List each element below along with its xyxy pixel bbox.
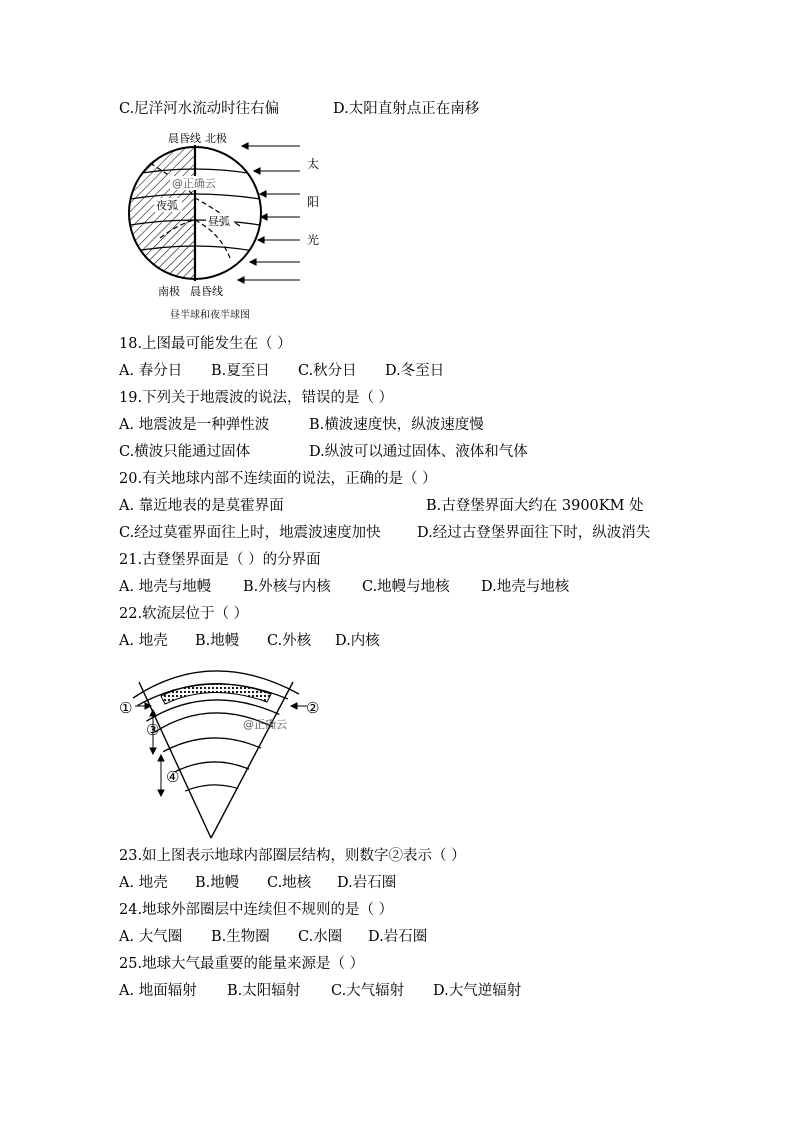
q18-option-b: B.夏至日 <box>211 363 270 379</box>
q22-options <box>119 631 719 651</box>
q23-options <box>119 873 719 893</box>
q25-option-d: D.大气逆辐射 <box>433 983 522 999</box>
q22-option-c: C.外核 <box>267 633 312 649</box>
q19-option-a: A. 地震波是一种弹性波 <box>119 417 270 433</box>
q21-option-b: B.外核与内核 <box>243 579 331 595</box>
q21-option-d: D.地壳与地核 <box>481 579 570 595</box>
q19-stem: 19.下列关于地震波的说法，错误的是（ ） <box>119 390 394 406</box>
q20-options-row2 <box>119 523 719 543</box>
q24-options <box>119 927 719 947</box>
label-north-pole: 北极 <box>205 132 227 145</box>
q19-option-c: C.横波只能通过固体 <box>119 444 251 460</box>
label-top-terminator: 晨昏线 <box>168 132 201 145</box>
q18-option-d: D.冬至日 <box>385 363 445 379</box>
day-night-hemisphere-figure <box>120 128 330 324</box>
q24-option-b: B.生物圈 <box>211 929 270 945</box>
q22-option-b: B.地幔 <box>195 633 240 649</box>
q20-options-row1 <box>119 496 719 516</box>
q18-option-a: A. 春分日 <box>119 363 183 379</box>
q21-options <box>119 577 719 597</box>
q25-option-b: B.太阳辐射 <box>227 983 301 999</box>
q20-option-b: B.古登堡界面大约在 3900KM 处 <box>426 498 644 514</box>
q21-option-a: A. 地壳与地幔 <box>119 579 212 595</box>
q25-option-c: C.大气辐射 <box>331 983 405 999</box>
q25-stem: 25.地球大气最重要的能量来源是（ ） <box>119 956 365 972</box>
q19-options-row1 <box>119 415 719 435</box>
q20-option-d: D.经过古登堡界面往下时，纵波消失 <box>417 525 651 541</box>
q23-option-a: A. 地壳 <box>119 875 168 891</box>
watermark-2: @正确云 <box>243 718 287 731</box>
q24-option-a: A. 大气圈 <box>119 929 183 945</box>
figure1-caption: 昼半球和夜半球图 <box>170 310 250 321</box>
q17-option-c: C.尼洋河水流动时往右偏 <box>119 101 280 117</box>
label-day-arc: 昼弧 <box>208 215 230 228</box>
q20-option-a: A. 靠近地表的是莫霍界面 <box>119 498 284 514</box>
label-bottom-terminator: 晨昏线 <box>190 285 223 298</box>
q23-option-d: D.岩石圈 <box>337 875 397 891</box>
label-1: ① <box>119 699 133 717</box>
label-south-pole: 南极 <box>158 285 180 298</box>
q22-stem: 22.软流层位于（ ） <box>119 606 249 622</box>
label-night-arc: 夜弧 <box>156 199 178 212</box>
q25-option-a: A. 地面辐射 <box>119 983 197 999</box>
q18-stem: 18.上图最可能发生在（ ） <box>119 336 292 352</box>
watermark-1: @正确云 <box>172 177 216 190</box>
sun-char-3: 光 <box>307 233 320 247</box>
q21-stem: 21.古登堡界面是（ ）的分界面 <box>119 552 321 568</box>
q20-stem: 20.有关地球内部不连续面的说法，正确的是（ ） <box>119 471 437 487</box>
q24-option-d: D.岩石圈 <box>368 929 428 945</box>
q17-options <box>119 99 719 119</box>
q19-options-row2 <box>119 442 719 462</box>
q18-option-c: C.秋分日 <box>298 363 357 379</box>
q23-stem: 23.如上图表示地球内部圈层结构，则数字②表示（ ） <box>119 848 466 864</box>
q17-option-d: D.太阳直射点正在南移 <box>333 101 480 117</box>
q18-options <box>119 361 719 381</box>
earth-interior-figure <box>115 658 330 840</box>
q20-option-c: C.经过莫霍界面往上时，地震波速度加快 <box>119 525 381 541</box>
q24-stem: 24.地球外部圈层中连续但不规则的是（ ） <box>119 902 394 918</box>
q19-option-d: D.纵波可以通过固体、液体和气体 <box>309 444 528 460</box>
q19-option-b: B.横波速度快，纵波速度慢 <box>309 417 484 433</box>
q24-option-c: C.水圈 <box>298 929 343 945</box>
q22-option-a: A. 地壳 <box>119 633 168 649</box>
q21-option-c: C.地幔与地核 <box>362 579 450 595</box>
q22-option-d: D.内核 <box>335 633 380 649</box>
label-2: ② <box>306 699 320 717</box>
q23-option-c: C.地核 <box>267 875 312 891</box>
label-3: ③ <box>146 721 160 739</box>
sun-char-2: 阳 <box>307 195 320 209</box>
label-4: ④ <box>166 768 180 786</box>
q25-options <box>119 981 719 1001</box>
q23-option-b: B.地幔 <box>195 875 240 891</box>
sun-char-1: 太 <box>307 157 320 171</box>
